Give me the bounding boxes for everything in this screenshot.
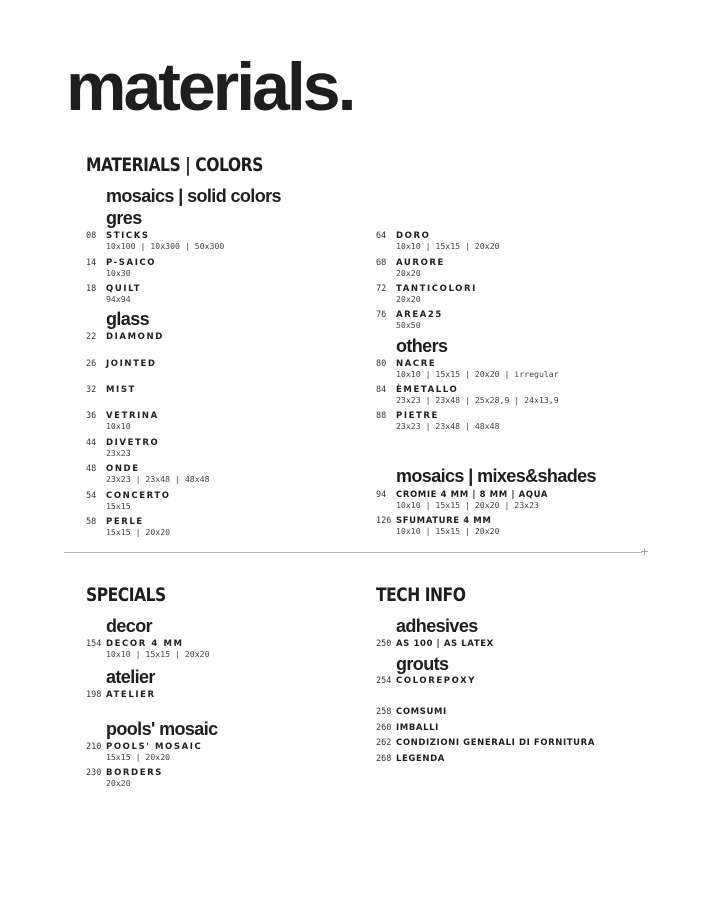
page-number: 68 [376,258,387,268]
entry-sizes: 20x20 [106,778,131,788]
entry-sizes: 20x20 [396,268,421,278]
entry-name: PIETRE [396,411,439,421]
page-number: 32 [86,385,97,395]
page-number: 210 [86,742,102,752]
section-heading-specials: SPECIALS [86,584,166,606]
page-number: 250 [376,639,392,649]
entry-sizes: 15x15 | 20x20 [106,752,171,762]
entry-name: JOINTED [106,359,157,369]
page-number: 72 [376,284,387,294]
entry-sizes: 10x30 [106,268,131,278]
subheading-atelier: atelier [106,667,155,687]
entry-name: POOLS' MOSAIC [106,742,203,752]
entry-name: BORDERS [106,768,163,778]
page-number: 254 [376,676,392,686]
entry-name: QUILT [106,284,142,294]
page-number: 84 [376,385,387,395]
subheading-mosaics-solid-colors: mosaics | solid colors [106,186,281,206]
page-number: 76 [376,310,387,320]
page-number: 268 [376,754,392,764]
entry-name: LEGENDA [396,754,445,764]
page-number: 14 [86,258,97,268]
entry-name: DECOR 4 MM [106,639,184,649]
page-number: 260 [376,723,392,733]
subheading-adhesives: adhesives [396,616,478,636]
page-title: materials. [66,49,354,125]
entry-sizes: 15x15 [106,501,131,511]
entry-name: DORO [396,231,431,241]
page-number: 198 [86,690,102,700]
entry-sizes: 23x23 [106,448,131,458]
page-number: 88 [376,411,387,421]
entry-name: AURORE [396,258,445,268]
subheading-glass: glass [106,309,150,329]
entry-sizes: 15x15 | 20x20 [106,527,171,537]
entry-sizes: 50x50 [396,320,421,330]
entry-sizes: 10x10 | 15x15 | 20x20 [396,241,500,251]
page-number: 58 [86,517,97,527]
entry-name: TANTICOLORI [396,284,477,294]
entry-sizes: 10x100 | 10x300 | 50x300 [106,241,225,251]
entry-sizes: 23x23 | 23x48 | 25x28,9 | 24x13,9 [396,395,559,405]
entry-name: AREA25 [396,310,443,320]
page-number: 94 [376,490,387,500]
entry-name: IMBALLI [396,723,439,733]
entry-sizes: 10x10 [106,421,131,431]
entry-sizes: 23x23 | 23x48 | 48x48 [396,421,500,431]
entry-name: P-SAICO [106,258,157,268]
entry-name: CONCERTO [106,491,171,501]
entry-sizes: 94x94 [106,294,131,304]
subheading-grouts: grouts [396,654,449,674]
section-heading-tech-info: TECH INFO [376,584,466,606]
page-number: 230 [86,768,102,778]
entry-name: MIST [106,385,136,395]
subheading-mosaics-mixes-shades: mosaics | mixes&shades [396,466,596,486]
page-number: 08 [86,231,97,241]
page-number: 18 [86,284,97,294]
subheading-others: others [396,336,448,356]
subheading-gres: gres [106,208,142,228]
entry-name: COMSUMI [396,707,447,717]
subheading-decor: decor [106,616,153,636]
entry-name: ATELIER [106,690,156,700]
page-number: 262 [376,738,392,748]
section-divider [64,552,642,553]
entry-name: CROMIE 4 MM | 8 MM | AQUA [396,490,549,500]
entry-sizes: 10x10 | 15x15 | 20x20 [396,526,500,536]
entry-sizes: 10x10 | 15x15 | 20x20 | 23x23 [396,500,539,510]
page-number: 44 [86,438,97,448]
page-number: 36 [86,411,97,421]
entry-name: SFUMATURE 4 MM [396,516,492,526]
section-heading-materials-colors: MATERIALS | COLORS [86,154,263,176]
entry-name: COLOREPOXY [396,676,477,686]
entry-name: DIAMOND [106,332,164,342]
page-number: 26 [86,359,97,369]
page-number: 64 [376,231,387,241]
page-number: 80 [376,359,387,369]
entry-sizes: 10x10 | 15x15 | 20x20 [106,649,210,659]
entry-sizes: 20x20 [396,294,421,304]
entry-name: NACRE [396,359,437,369]
page-number: 126 [376,516,392,526]
entry-name: CONDIZIONI GENERALI DI FORNITURA [396,738,596,748]
subheading-pools-mosaic: pools' mosaic [106,719,218,739]
entry-name: ÈMETALLO [396,385,459,395]
entry-name: PERLE [106,517,144,527]
entry-name: STICKS [106,231,150,241]
page-number: 48 [86,464,97,474]
entry-name: DIVETRO [106,438,160,448]
page-number: 154 [86,639,102,649]
entry-sizes: 10x10 | 15x15 | 20x20 | irregular [396,369,559,379]
entry-sizes: 23x23 | 23x48 | 48x48 [106,474,210,484]
entry-name: AS 100 | AS LATEX [396,639,494,649]
page-number: 54 [86,491,97,501]
crop-mark-icon: + [640,545,650,558]
entry-name: ONDE [106,464,140,474]
page-number: 22 [86,332,97,342]
entry-name: VETRINA [106,411,159,421]
page-number: 258 [376,707,392,717]
